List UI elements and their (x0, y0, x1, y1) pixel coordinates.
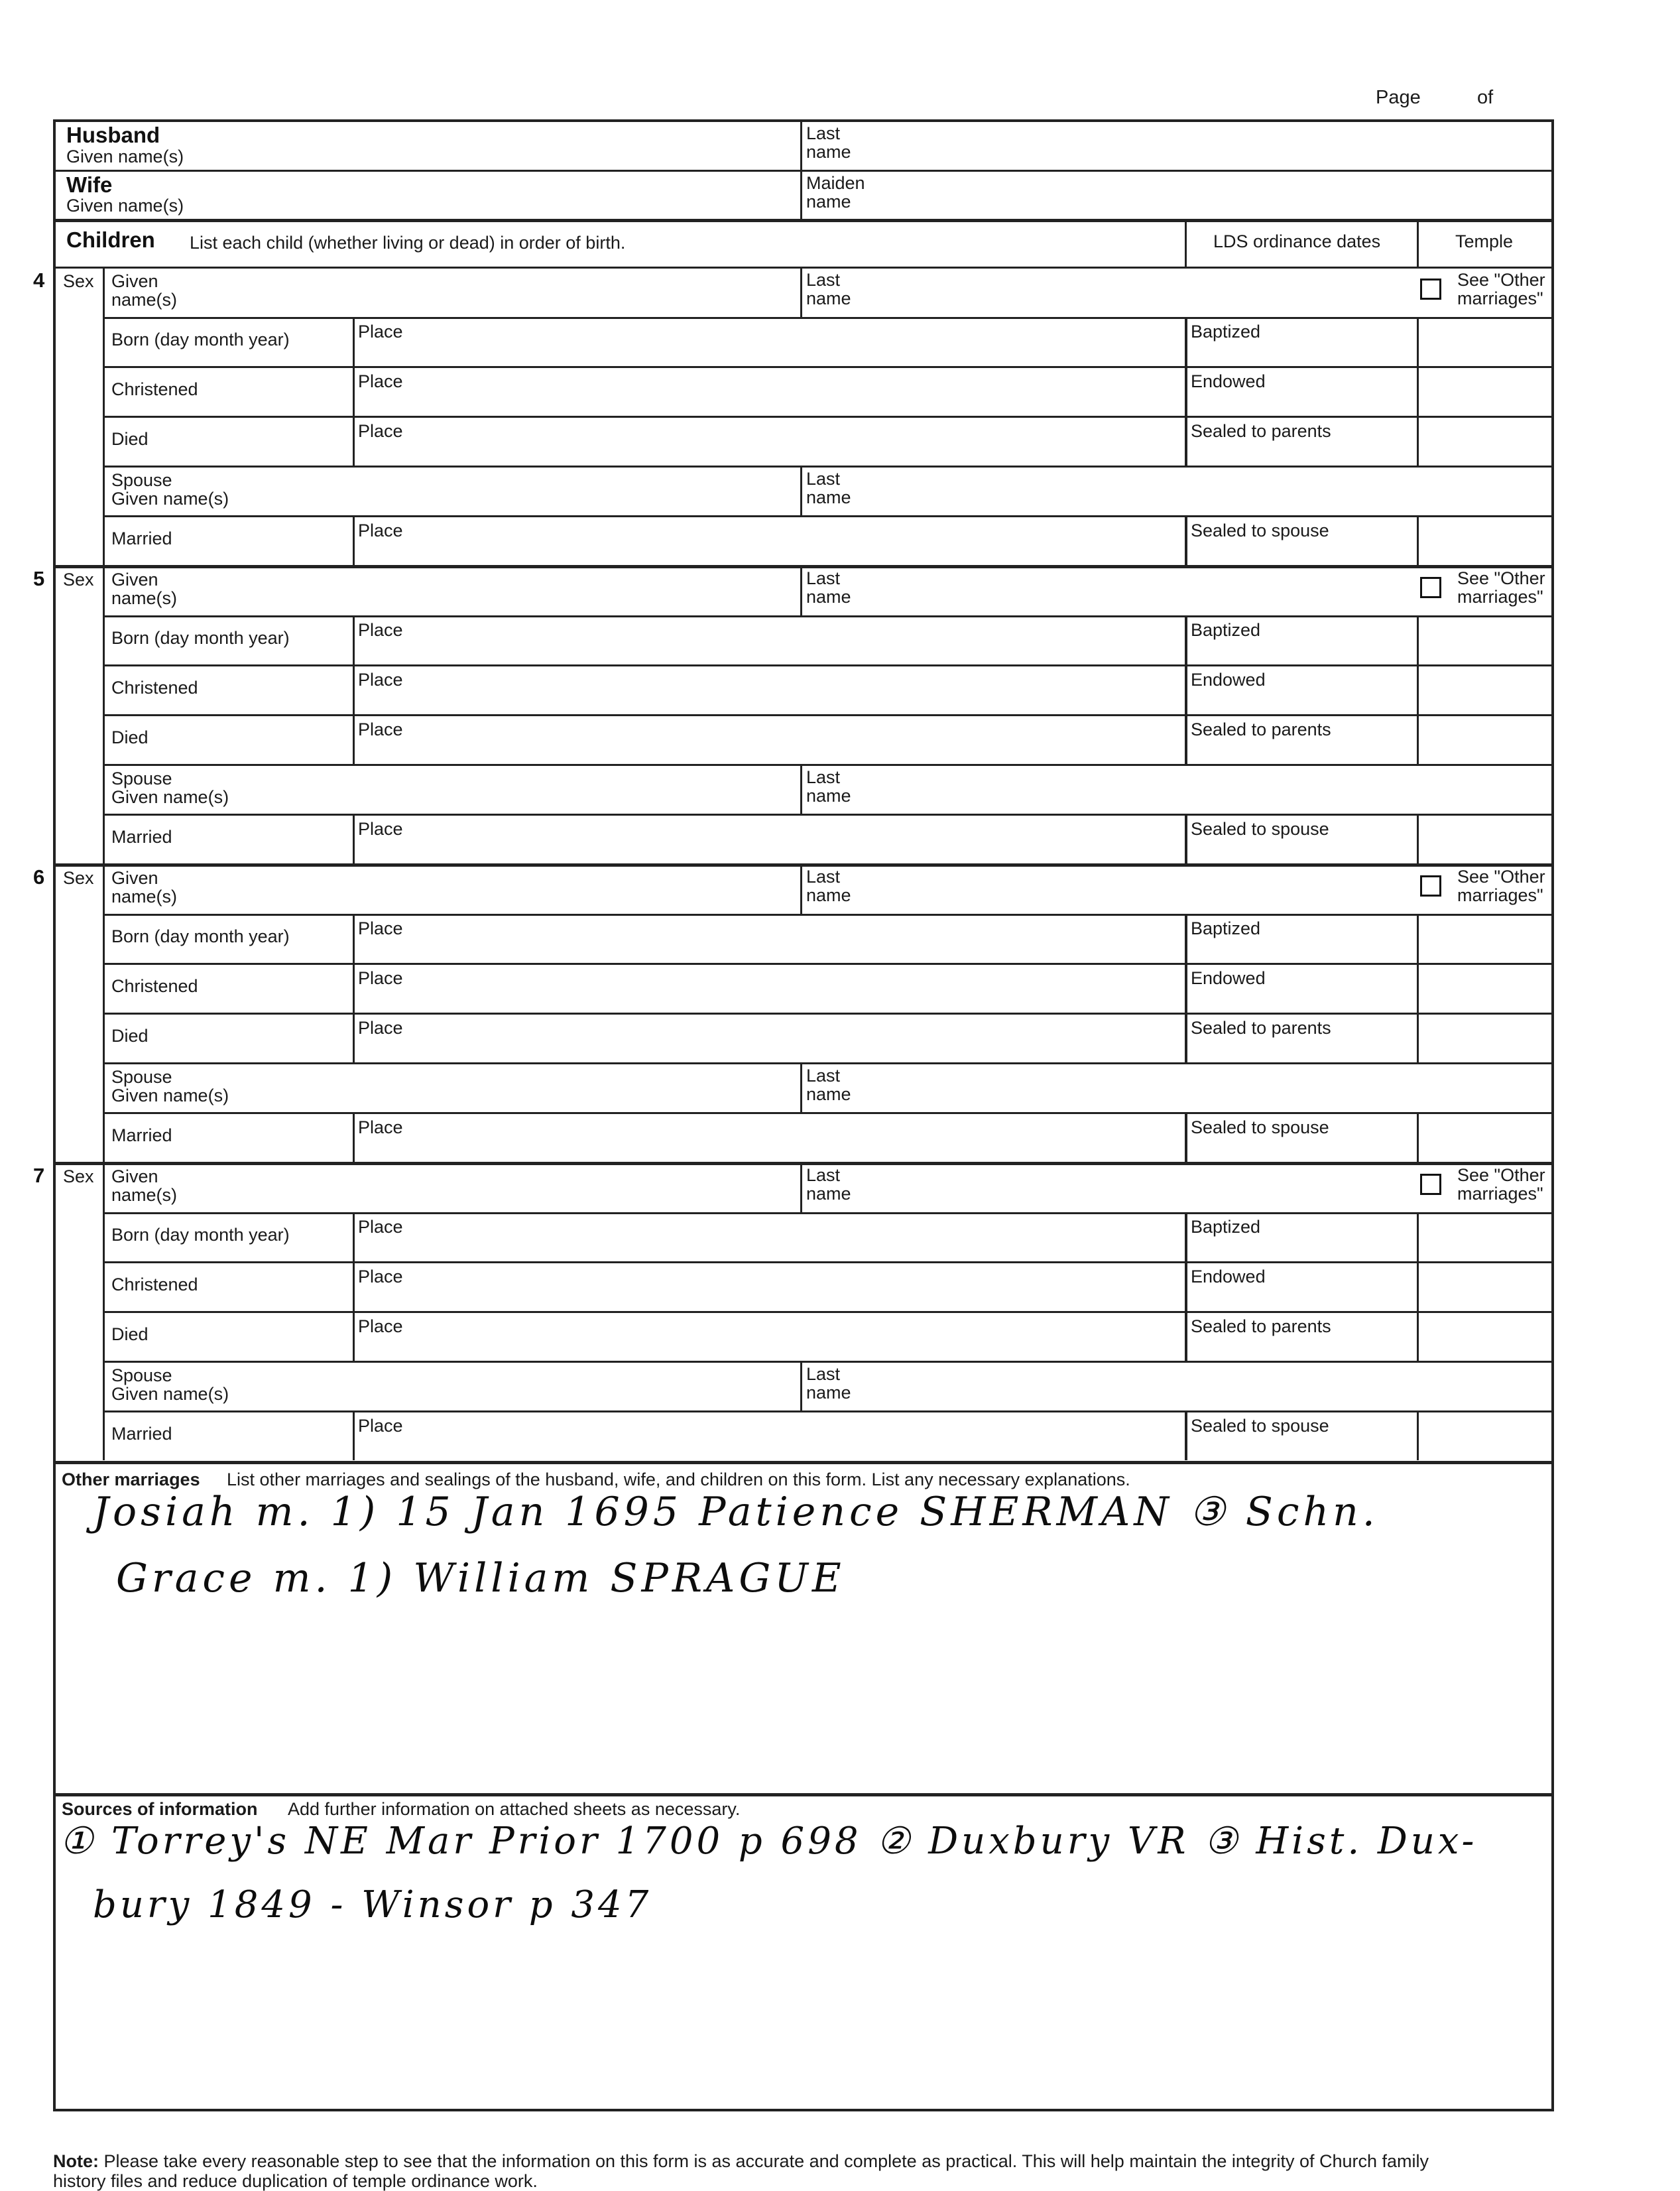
born-place-field[interactable]: Place (358, 322, 403, 342)
divider (1417, 1112, 1419, 1162)
divider (1185, 615, 1187, 764)
divider (53, 1461, 1554, 1464)
child-number: 5 (33, 567, 45, 590)
baptized-date-field[interactable]: Baptized (1191, 918, 1261, 938)
other-marriages-entry-2[interactable]: Grace m. 1) William SPRAGUE (116, 1555, 845, 1601)
wife-title: Wife (66, 172, 113, 197)
christened-place-field[interactable]: Place (358, 371, 403, 391)
given-names-field[interactable]: name(s) (111, 887, 178, 907)
divider (1185, 515, 1187, 565)
given-names-field[interactable]: name(s) (111, 1185, 178, 1205)
spouse-last-field[interactable]: name (806, 786, 851, 806)
divider (103, 317, 1554, 319)
sealed-to-parents-date-field[interactable]: Sealed to parents (1191, 1316, 1331, 1336)
divider (1417, 1410, 1419, 1460)
sealed-to-parents-date-field[interactable]: Sealed to parents (1191, 1018, 1331, 1038)
divider (353, 1112, 355, 1162)
married-date-field[interactable]: Married (111, 827, 172, 847)
died-place-field[interactable]: Place (358, 1316, 403, 1336)
given-label: Given (111, 1166, 158, 1186)
married-date-field[interactable]: Married (111, 1424, 172, 1444)
note-block (53, 2151, 1644, 2191)
sources-instruction: Add further information on attached sheets as necessary. (288, 1799, 741, 1819)
married-place-field[interactable]: Place (358, 521, 403, 540)
sex-field[interactable]: Sex (63, 1166, 94, 1186)
divider (800, 1361, 802, 1410)
sources-entry-1[interactable]: ① Torrey's NE Mar Prior 1700 p 698 ② Duxbury VR ③ Hist. Dux- (60, 1820, 1478, 1863)
divider (353, 1410, 355, 1460)
divider (103, 963, 1554, 965)
born-place-field[interactable]: Place (358, 1217, 403, 1237)
divider (53, 267, 1554, 269)
sealed-to-spouse-field[interactable]: Sealed to spouse (1191, 1117, 1329, 1137)
of-label: of (1477, 87, 1494, 108)
spouse-last-label: Last (806, 1364, 841, 1384)
sealed-to-parents-date-field[interactable]: Sealed to parents (1191, 421, 1331, 441)
endowed-date-field[interactable]: Endowed (1191, 670, 1266, 690)
husband-given-label[interactable]: Given name(s) (66, 147, 184, 166)
divider (353, 814, 355, 863)
child-number: 7 (33, 1164, 45, 1187)
see-other-label-2: marriages" (1457, 587, 1543, 607)
spouse-last-label: Last (806, 767, 841, 787)
wife-maiden-label-2[interactable]: name (806, 192, 851, 212)
born-date-field[interactable]: Born (day month year) (111, 330, 290, 349)
sealed-to-parents-date-field[interactable]: Sealed to parents (1191, 720, 1331, 739)
wife-maiden-label: Maiden (806, 173, 865, 193)
see-other-label: See "Other (1457, 270, 1545, 290)
divider (800, 1162, 802, 1212)
spouse-given-field[interactable]: Given name(s) (111, 489, 229, 509)
last-label: Last (806, 270, 841, 290)
child-number: 4 (33, 269, 45, 292)
spouse-label: Spouse (111, 769, 172, 788)
married-date-field[interactable]: Married (111, 1125, 172, 1145)
died-date-field[interactable]: Died (111, 727, 149, 747)
christened-place-field[interactable]: Place (358, 1267, 403, 1286)
sources-entry-2[interactable]: bury 1849 - Winsor p 347 (93, 1883, 652, 1926)
given-label: Given (111, 570, 158, 590)
divider (1185, 1410, 1187, 1460)
divider (103, 1410, 1554, 1412)
see-other-label-2: marriages" (1457, 288, 1543, 308)
divider (53, 1793, 1554, 1796)
divider (103, 515, 1554, 517)
spouse-last-field[interactable]: name (806, 1084, 851, 1104)
spouse-last-label: Last (806, 1066, 841, 1086)
died-place-field[interactable]: Place (358, 421, 403, 441)
see-other-label: See "Other (1457, 867, 1545, 887)
divider (1185, 219, 1187, 267)
last-name-field[interactable]: name (806, 885, 851, 905)
sources-title: Sources of information (62, 1799, 258, 1819)
note-text-1: Please take every reasonable step to see that the information on this form is as accurate and complete as practical. This will help maintain the integrity of Church family (103, 2151, 1429, 2171)
spouse-given-field[interactable]: Given name(s) (111, 1384, 229, 1404)
other-marriages-title: Other marriages (62, 1470, 200, 1489)
note-text-2: history files and reduce duplication of temple ordinance work. (53, 2171, 538, 2191)
divider (103, 366, 1554, 368)
born-place-field[interactable]: Place (358, 918, 403, 938)
died-date-field[interactable]: Died (111, 1026, 149, 1046)
children-instruction: List each child (whether living or dead) in order of birth. (190, 233, 626, 253)
christened-place-field[interactable]: Place (358, 968, 403, 988)
married-place-field[interactable]: Place (358, 1117, 403, 1137)
divider (353, 1212, 355, 1361)
divider (800, 863, 802, 914)
christened-date-field[interactable]: Christened (111, 976, 198, 996)
divider (1417, 317, 1419, 466)
divider (103, 814, 1554, 816)
divider (1417, 1212, 1419, 1361)
divider (1185, 317, 1187, 466)
divider (800, 565, 802, 615)
born-place-field[interactable]: Place (358, 620, 403, 640)
see-other-label: See "Other (1457, 568, 1545, 588)
divider (353, 914, 355, 1062)
last-label: Last (806, 568, 841, 588)
spouse-given-field[interactable]: Given name(s) (111, 787, 229, 807)
died-date-field[interactable]: Died (111, 1324, 149, 1344)
divider (1417, 219, 1419, 267)
children-title: Children (66, 227, 155, 252)
divider (800, 764, 802, 814)
spouse-last-label: Last (806, 469, 841, 489)
divider (103, 1112, 1554, 1114)
divider (1417, 515, 1419, 565)
married-date-field[interactable]: Married (111, 529, 172, 548)
wife-given-label[interactable]: Given name(s) (66, 196, 184, 216)
given-label: Given (111, 868, 158, 888)
baptized-date-field[interactable]: Baptized (1191, 620, 1261, 640)
lds-ordinance-label: LDS ordinance dates (1213, 231, 1381, 251)
endowed-date-field[interactable]: Endowed (1191, 1267, 1266, 1286)
sealed-to-spouse-field[interactable]: Sealed to spouse (1191, 819, 1329, 839)
divider (1417, 814, 1419, 863)
other-marriages-checkbox[interactable] (1420, 279, 1441, 300)
sealed-to-spouse-field[interactable]: Sealed to spouse (1191, 1416, 1329, 1436)
died-place-field[interactable]: Place (358, 1018, 403, 1038)
married-place-field[interactable]: Place (358, 1416, 403, 1436)
spouse-label: Spouse (111, 1365, 172, 1385)
spouse-label: Spouse (111, 1067, 172, 1087)
other-marriages-checkbox[interactable] (1420, 1174, 1441, 1195)
temple-label: Temple (1455, 231, 1514, 251)
born-date-field[interactable]: Born (day month year) (111, 628, 290, 648)
note-title: Note: (53, 2151, 99, 2171)
spouse-last-field[interactable]: name (806, 1383, 851, 1403)
divider (1185, 1112, 1187, 1162)
divider (800, 466, 802, 515)
spouse-label: Spouse (111, 470, 172, 490)
died-place-field[interactable]: Place (358, 720, 403, 739)
sealed-to-spouse-field[interactable]: Sealed to spouse (1191, 521, 1329, 540)
other-marriages-entry-1[interactable]: Josiah m. 1) 15 Jan 1695 Patience SHERMAN ③ Schn. (93, 1489, 1379, 1535)
died-date-field[interactable]: Died (111, 429, 149, 449)
spouse-last-field[interactable]: name (806, 487, 851, 507)
baptized-date-field[interactable]: Baptized (1191, 1217, 1261, 1237)
other-marriages-checkbox[interactable] (1420, 577, 1441, 598)
divider (800, 1062, 802, 1112)
divider (103, 1212, 1554, 1214)
married-place-field[interactable]: Place (358, 819, 403, 839)
other-marriages-checkbox[interactable] (1420, 875, 1441, 897)
divider (103, 914, 1554, 916)
divider (53, 170, 1554, 172)
christened-date-field[interactable]: Christened (111, 379, 198, 399)
divider (353, 515, 355, 565)
born-date-field[interactable]: Born (day month year) (111, 1225, 290, 1245)
divider (1417, 615, 1419, 764)
page-label: Page (1376, 87, 1421, 108)
divider (103, 1361, 1554, 1363)
husband-title: Husband (66, 123, 160, 147)
husband-last-label: Last (806, 123, 841, 143)
divider (103, 764, 1554, 766)
divider (1185, 1212, 1187, 1361)
divider (103, 466, 1554, 468)
other-marriages-instruction: List other marriages and sealings of the husband, wife, and children on this form. List any necessary explanations. (227, 1470, 1130, 1489)
divider (103, 1062, 1554, 1064)
sex-field[interactable]: Sex (63, 271, 94, 291)
given-label: Given (111, 271, 158, 291)
last-name-field[interactable]: name (806, 1184, 851, 1204)
see-other-label-2: marriages" (1457, 885, 1543, 905)
divider (103, 1311, 1554, 1313)
divider (53, 863, 1554, 867)
husband-last-label-2[interactable]: name (806, 142, 851, 162)
given-names-field[interactable]: name(s) (111, 588, 178, 608)
baptized-date-field[interactable]: Baptized (1191, 322, 1261, 342)
divider (103, 664, 1554, 666)
divider (353, 317, 355, 466)
form-frame (53, 119, 1554, 2111)
child-number: 6 (33, 865, 45, 889)
endowed-date-field[interactable]: Endowed (1191, 371, 1266, 391)
see-other-label-2: marriages" (1457, 1184, 1543, 1204)
sex-field[interactable]: Sex (63, 868, 94, 888)
divider (103, 615, 1554, 617)
spouse-given-field[interactable]: Given name(s) (111, 1086, 229, 1105)
last-name-field[interactable]: name (806, 288, 851, 308)
divider (800, 267, 802, 317)
divider (353, 615, 355, 764)
born-date-field[interactable]: Born (day month year) (111, 926, 290, 946)
christened-place-field[interactable]: Place (358, 670, 403, 690)
given-names-field[interactable]: name(s) (111, 290, 178, 310)
last-name-field[interactable]: name (806, 587, 851, 607)
see-other-label: See "Other (1457, 1165, 1545, 1185)
last-label: Last (806, 1165, 841, 1185)
endowed-date-field[interactable]: Endowed (1191, 968, 1266, 988)
divider (103, 1261, 1554, 1263)
divider (53, 565, 1554, 568)
divider (103, 1013, 1554, 1015)
divider (1417, 914, 1419, 1062)
divider (53, 219, 1554, 222)
sex-field[interactable]: Sex (63, 570, 94, 590)
divider (53, 1162, 1554, 1165)
divider (103, 416, 1554, 418)
last-label: Last (806, 867, 841, 887)
christened-date-field[interactable]: Christened (111, 678, 198, 698)
christened-date-field[interactable]: Christened (111, 1275, 198, 1294)
divider (1185, 814, 1187, 863)
divider (800, 119, 802, 219)
divider (103, 714, 1554, 716)
divider (1185, 914, 1187, 1062)
